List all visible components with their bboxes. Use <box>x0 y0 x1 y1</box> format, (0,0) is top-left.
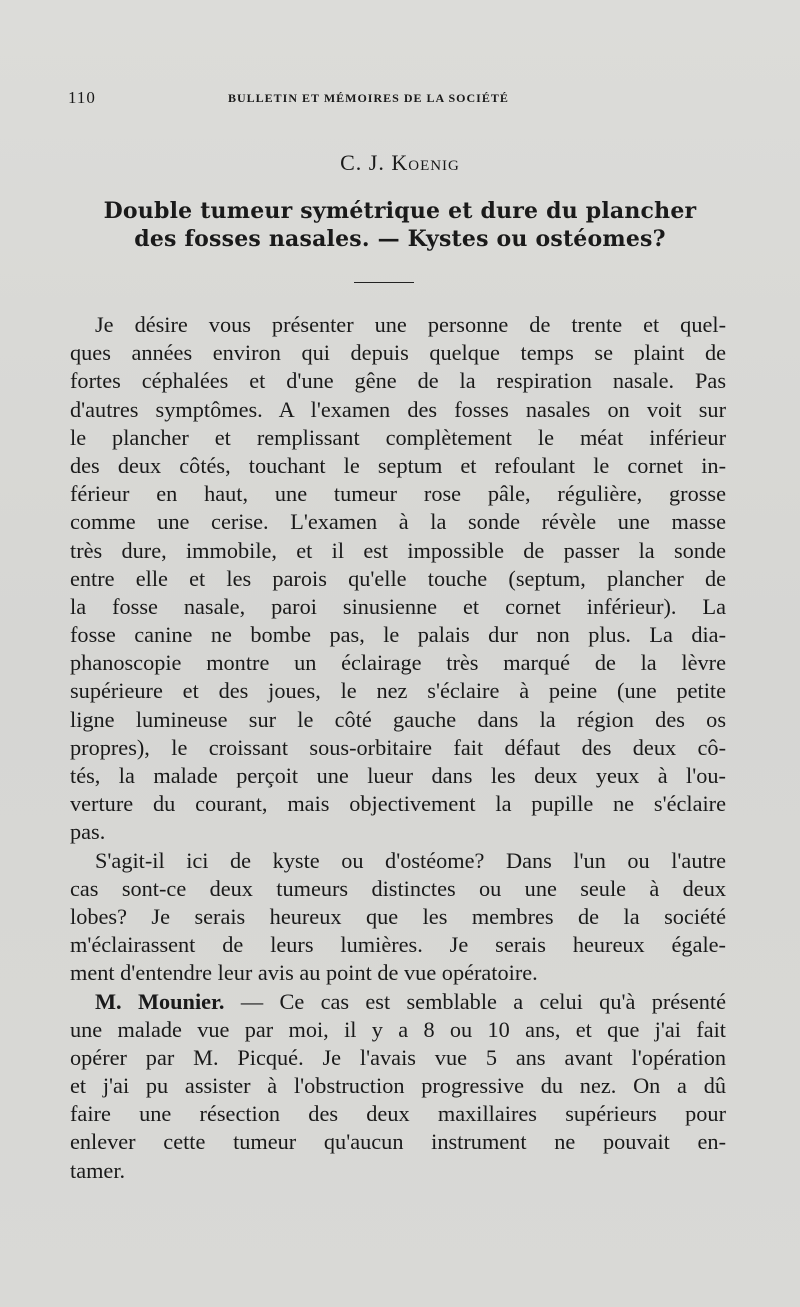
text-line <box>70 988 726 1016</box>
title-separator-rule <box>354 282 414 283</box>
text-run: — Ce cas est semblable a celui qu'à présenté <box>224 988 727 1014</box>
text-line: fosse canine ne bombe pas, le palais dur non plus. La dia- <box>70 622 726 648</box>
article-body <box>70 311 726 1185</box>
text-line: la fosse nasale, paroi sinusienne et cornet inférieur). La <box>70 593 726 619</box>
text-line: tés, la malade perçoit une lueur dans les deux yeux à l'ou- <box>70 763 726 788</box>
text-line: des deux côtés, touchant le septum et refoulant le cornet in- <box>70 452 726 478</box>
running-head: BULLETIN ET MÉMOIRES DE LA SOCIÉTÉ <box>228 91 509 105</box>
paragraph <box>70 311 726 847</box>
title-line: Double tumeur symétrique et dure du plancher <box>103 198 697 224</box>
paragraph <box>70 847 726 988</box>
page-number: 110 <box>68 88 96 107</box>
text-line: le plancher et remplissant complètement le méat inférieur <box>70 424 726 450</box>
text-line: lobes? Je serais heureux que les membres de la société <box>70 903 726 929</box>
title-line: des fosses nasales. — Kystes ou ostéomes? <box>134 226 666 253</box>
author-initials: C. J. <box>340 150 392 175</box>
article-title <box>60 197 740 253</box>
speaker-name: M. Mounier. <box>95 988 225 1014</box>
text-line: d'autres symptômes. A l'examen des fosses nasales on voit sur <box>70 396 726 422</box>
text-line: S'agit-il ici de kyste ou d'ostéome? Dans l'un ou l'autre <box>95 847 726 873</box>
text-line: phanoscopie montre un éclairage très marqué de la lèvre <box>70 650 726 676</box>
text-line: pas. <box>70 819 106 845</box>
text-line: très dure, immobile, et il est impossible de passer la sonde <box>70 537 726 563</box>
text-line: Je désire vous présenter une personne de trente et quel- <box>95 312 726 337</box>
text-line: une malade vue par moi, il y a 8 ou 10 ans, et que j'ai fait <box>70 1016 726 1042</box>
text-line: m'éclairassent de leurs lumières. Je serais heureux égale- <box>70 932 726 958</box>
text-line: verture du courant, mais objectivement la pupille ne s'éclaire <box>70 791 726 817</box>
page-header <box>68 88 728 110</box>
text-line: propres), le croissant sous-orbitaire fait défaut des deux cô- <box>70 734 726 760</box>
text-line: opérer par M. Picqué. Je l'avais vue 5 ans avant l'opération <box>70 1044 726 1070</box>
text-line: et j'ai pu assister à l'obstruction progressive du nez. On a dû <box>70 1073 726 1099</box>
author-name <box>0 150 800 176</box>
text-line: faire une résection des deux maxillaires supérieurs pour <box>70 1101 726 1127</box>
text-line: ligne lumineuse sur le côté gauche dans la région des os <box>70 706 726 732</box>
text-line: fortes céphalées et d'une gêne de la respiration nasale. Pas <box>70 368 726 394</box>
text-line: ques années environ qui depuis quelque temps se plaint de <box>70 340 726 366</box>
author-surname: Koenig <box>391 150 460 175</box>
text-line: comme une cerise. L'examen à la sonde révèle une masse <box>70 509 726 535</box>
discussion-paragraph <box>70 988 726 1185</box>
text-line: entre elle et les parois qu'elle touche (septum, plancher de <box>70 565 726 591</box>
text-line: férieur en haut, une tumeur rose pâle, régulière, grosse <box>70 481 726 507</box>
text-line: cas sont-ce deux tumeurs distinctes ou une seule à deux <box>70 875 726 901</box>
text-line: tamer. <box>70 1157 126 1183</box>
text-line: ment d'entendre leur avis au point de vue opératoire. <box>70 960 538 986</box>
text-line: enlever cette tumeur qu'aucun instrument ne pouvait en- <box>70 1129 726 1155</box>
text-line: supérieure et des joues, le nez s'éclaire à peine (une petite <box>70 678 726 704</box>
